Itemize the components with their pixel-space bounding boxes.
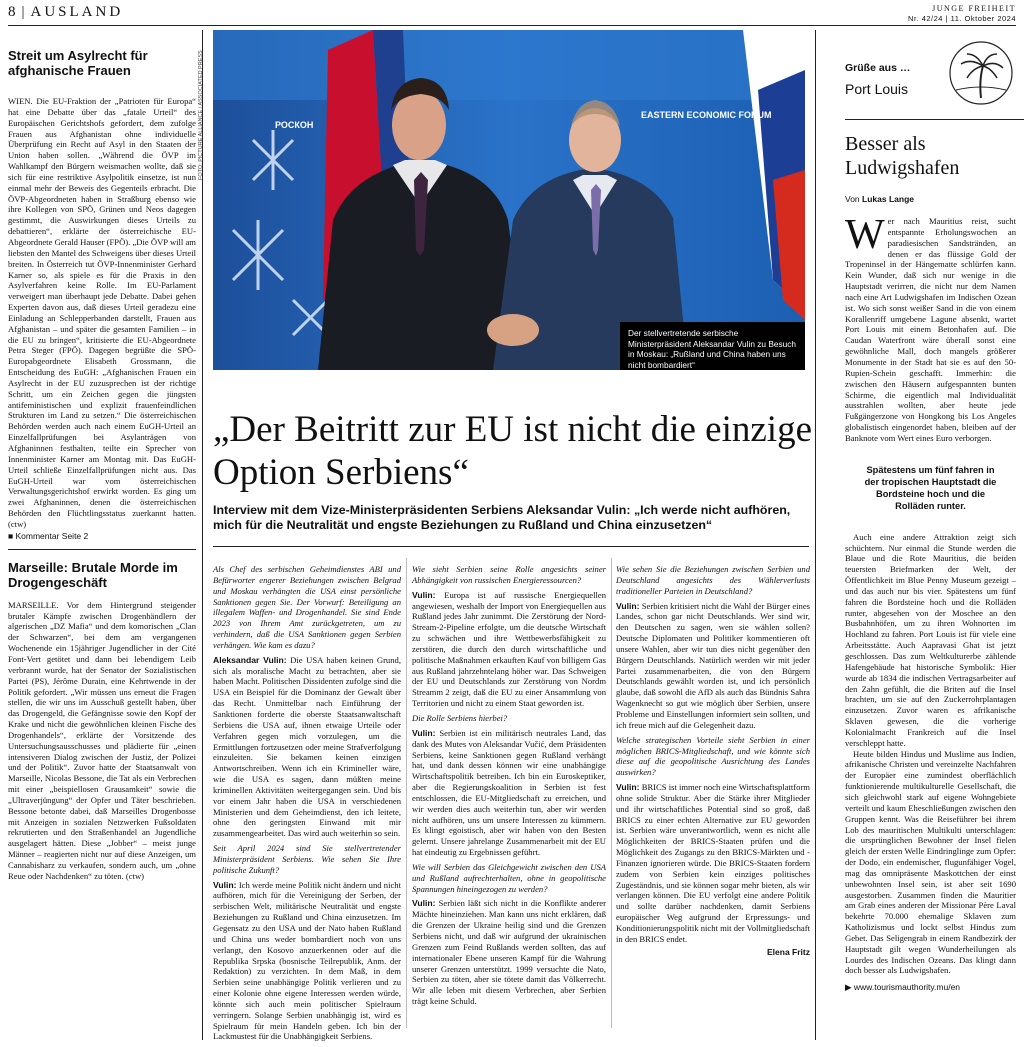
section-header: 8 | AUSLAND (8, 4, 124, 20)
news-photo (213, 30, 805, 370)
answer-text: Europa ist auf russische Energiequellen angewiesen, weshalb der Import von Energiequellen aus Rußland jedes Jahr zunimmt. Die Zerstörung der Nord-Stream-2-Pipeline erfolgte, um die deutsche Wirtschaft zu schwächen und ihre Wettbewerbsfähigkeit zu zerstören, die durch den durch wirtschaftliche und politische Maßnahmen erkauften Kauf von billigem Gas aus Rußland jahrzehntelang höher war. Das Schweigen der EU und Deutschlands zur Zerstörung von Nordm Streamm 2 zeigt, daß die EU zu einer Ansammlung von Territorien und nicht zu einem Staat geworden ist. (412, 589, 606, 709)
question: Als Chef des serbischen Geheimdienstes ABI und Befürworter engerer Beziehungen zwischen Belgrad und Moskau verhängten die USA einst persönliche Sanktionen gegen Sie. Der Vorwurf: Beteiligung an illegalem Waffen- und Drogenhandel. Sie sind Ende 2023 von Ihrem Amt zurückgetreten, um zu verhindern, daß die USA Sanktionen gegen Serbien verhängen. Wie kam es dazu? (213, 564, 401, 650)
byline-author: Lukas Lange (862, 194, 914, 204)
answer-text: Serbien ist ein militärisch neutrales Land, das dank des Mutes von Aleksandar Vučić, dem Präsidenten Serbiens, keine Sanktionen gegen Rußland verhängt hat, und dank dessen können wir eine unabhängige Wirtschaftspolitik betreiben. Ich bin ein Euroskeptiker, aber die Regierungskoalition in Serbien ist fest entschlossen, die EU-Mitgliedschaft zu erreichen, und wir werden dies auch weiterhin tun, aber wir werden nicht aufhören, uns um unsere Interessen zu kümmern. Es klingt egoistisch, aber wir haben von den Besten gelernt. Unsere jahrelange Zusammenarbeit mit der EU hat eindeutig zu Ergebnissen geführt. (412, 727, 606, 858)
author-name: Elena Fritz (767, 946, 810, 957)
interview-column-3 (616, 560, 810, 958)
answer (616, 601, 810, 731)
comment-reference-link[interactable]: ■ Kommentar Seite 2 (8, 530, 89, 541)
divider (845, 119, 1024, 120)
story-title-asylum: Streit um Asylrecht für afghanische Frauen (8, 48, 148, 78)
answer-text: Ich werde meine Politik nicht ändern und nicht aufhören, mich für die Vereinigung der Serben, der serbischen Welt, militärische Neutralität und engste Beziehungen zu Rußland und China einzusetzen. Im Gegensatz zu den USA und der Nato haben Rußland und China uns weder bombardiert noch von uns verlangt, den Kosovo anzuerkennen oder auf die Republika Srpska (bosnische Teilrepublik, Anm. der Redaktion) zu verzichten. In dem Maß, in dem Serbien seine unabhängige Politik verlieren und zu einer Kolonie ohne eigene Interessen werden würde, könnte sich auch mein politischer Spielraum verringern. Solange Serbien unabhängig ist, wird es Spielraum für mein Handeln geben. Ich bin der Lackmustest für die Unabhängigkeit Serbiens. (213, 879, 401, 1042)
photo-caption: Der stellvertretende serbische Ministerpräsident Aleksandar Vulin zu Besuch in Moskau: „Rußland und China haben uns nicht bombardiert“ (620, 322, 805, 370)
question: Wie sieht Serbien seine Rolle angesichts seiner Abhängigkeit von russischen Energieressourcen? (412, 564, 606, 585)
paper-name: JUNGE FREIHEIT (932, 4, 1016, 13)
answer (412, 590, 606, 709)
answer-text: Serbien läßt sich nicht in die Konflikte anderer Mächte hineinziehen. Man kann uns nicht erklären, daß die Grenzen der Ukraine heilig sind und die Grenzen Serbiens nicht, und daß wir aufgrund der ukrainischen Grenzen zum Feind Rußlands werden sollten, das auf internationaler Ebene unseren Kampf für die Wahrung unserer Grenzen unterstützt. 1999 versuchte die Nato, Serbien zu töten, aber sie tötete damit das Völkerrecht. Wir alle leben mit diesem Verbrechen, aber Serbien trägt keine Schuld. (412, 898, 606, 1007)
story-body-port-louis (845, 212, 1016, 444)
drop-cap: W (845, 212, 885, 258)
page-number: 8 (8, 4, 19, 20)
issue-date: Nr. 42/24 | 11. Oktober 2024 (908, 14, 1016, 23)
column-rule-left (202, 30, 203, 1040)
speaker: Vulin: (412, 727, 436, 738)
speaker: Vulin: (616, 782, 640, 793)
speaker: Vulin: (616, 600, 640, 611)
tourism-link[interactable]: ▶ www.tourismauthority.mu/en (845, 982, 961, 993)
answer-text: BRICS ist immer noch eine Wirtschaftsplattform ohne solide Struktur. Aber die Stärke ihrer Mitglieder und ihr wirtschaftliches Potential sind so groß, daß BRICS zu einer echten Alternative zur EU geworden ist. Serbien wäre unverantwortlich, wenn es nicht alle Möglichkeiten der BRICS-Staaten prüfen und die Möglichkeit des Zugangs zu den BRICS-Märkten und -Finanzen ignorieren würde. Die BRICS-Staaten fordern zudem von Serbien kein einziges politisches Zugeständnis, und sie können sogar mehr bieten, als wir verlangen können. Die EU verfolgt eine andere Politik und sollte darüber nachdenken, damit Serbiens europäischer Weg aufgrund der Erpressungs- und Konditionierungspolitik nicht mit der Vollmitgliedschaft in den BRICS endet. (616, 782, 810, 944)
palm-tree-icon (948, 40, 1014, 106)
right-column (823, 40, 1016, 993)
interview-column-2 (412, 560, 606, 1007)
interview-column-1 (213, 560, 401, 1042)
story-body-port-louis-cont (845, 532, 1016, 977)
question: Wie sehen Sie die Beziehungen zwischen Serbien und Deutschland angesichts des Wählerverlusts traditioneller Parteien in Deutschland? (616, 564, 810, 596)
answer-text: Serbien kritisiert nicht die Wahl der Bürger eines Landes, schon gar nicht Deutschlands. Wer sind wir, den Deutschen zu sagen, wen sie wählen sollen? Deutsche Diplomaten und Politiker kommentieren oft unsere Wahlen, aber wir tun dies nicht gegenüber den Bürgern Deutschlands. Natürlich werden wir mit jeder Partei zusammenarbeiten, die von den Bürgern Deutschlands gewählt worden ist, und ich persönlich glaube, daß sowohl die AfD als auch das Bündnis Sahra Wagenknecht so gut wie möglich über Serbien, unsere Probleme und Einstellungen informiert sein sollten, und ich freue mich auf die Gelegenheit dazu. (616, 600, 810, 730)
answer (412, 728, 606, 858)
section-name: AUSLAND (30, 4, 124, 20)
photo-credit: FOTO: PICTURE ALLIANCE / ASSOCIATED PRESS (198, 50, 204, 180)
masthead-info (908, 4, 1016, 24)
sign-right-text: EASTERN ECONOMIC FORUM (641, 110, 772, 120)
answer (616, 782, 810, 945)
story-title-marseille: Marseille: Brutale Morde im Drogengeschäft (8, 559, 178, 590)
deck-rule (213, 546, 809, 547)
question: Seit April 2024 sind Sie stellvertretender Ministerpräsident Serbiens. Wie sehen Sie Ihre politische Zukunft? (213, 843, 401, 875)
story-paragraph: MARSEILLE. Vor dem Hintergrund steigender brutaler Kämpfe zwischen Drogenhändlern der algerischen „DZ Mafia“ und dem komorischen „Clan der Schwarzen“, bei dem am vergangenen Wochenende ein 15jähriger Jugendlicher in der Cité Font-Vert getötet und dann bei lebendigem Leib verbrannt wurde, hat der Senator der Sozialistischen Partei (PS), Jérôme Durain, eine Kehrtwende in der Politik gefordert. „Wir müssen uns erneut die Fragen stellen, die wir uns im Ausschuß gestellt haben, über das Drogengeld, die Gefängnisse sowie den Kopf der Krake und nicht die gewöhnlichen kleinen Fische des Drogenhandels“, erklärte der Vorsitzende des Untersuchungsausschusses und plädierte für „einen intensiveren Dialog zwischen der Justiz, der Polizei und der Politik“. Zuvor hatte der Staatsanwalt von Marseille, Nicolas Bessone, die Tat als ein Verbrechen mit einer „beispiellosen Grausamkeit“ sowie die „Ultraverjüngung“ der Opfer und Täter beschrieben. Bessone betonte dabei, daß Marseilles Drogenbosse mit Anzeigen in sozialen Netzwerken Fußsoldaten rekrutierten und den Straßenhandel an Jugendliche ausgelagert hätten. Diese „Jobber“ – meist junge Männer – reagierten nicht nur auf diese Anzeigen, um Cannabisharz zu verkaufen, sondern auch, um „ohne Reue oder Nachdenken“ zu töten. (ctw) (8, 599, 196, 881)
speaker: Vulin: (412, 589, 436, 600)
story-paragraph: Heute bilden Hindus und Muslime aus Indien, afrikanische Christen und vereinzelte Nachfahren der Europäer eine zumindest oberflächlich funktionierende multikulturelle Gesellschaft, die sich gleichwohl stark auf eigene Wohngebiete verteilt und kaum Eheschließungen zwischen den Gruppen kennt. Was die Reiseführer bei ihrem Lob des mauritischen Multikulti unterschlagen: die ursprünglichen Bewohner der Insel fielen gleich der ersten Welle Eindringlinge zum Opfer: der Dodo, ein endemischer, flugunfähiger Vogel, mag das omnipräsente Maskottchen der einst unbewohnten Insel sein, ist aber seit 1690 ausgestorben. Zusammen finden die Mauritier am Grab eines anderen der Missionar Père Laval bekehrte 70.000 ehemalige Sklaven zum Katholizismus und lockt selbst Hindus zum Gebet. Das Seligengrab in einem Randbezirk der Hauptstadt gilt wegen Wunderheilungen als Lourdes des Indischen Ozeans. Das klingt dann doch besser als Ludwigshafen. (845, 748, 1016, 976)
speaker: Aleksandar Vulin: (213, 654, 287, 665)
speaker: Vulin: (412, 898, 436, 909)
question: Welche strategischen Vorteile sieht Serbien in einer möglichen BRICS-Mitgliedschaft, und wie könnte sich diese auf die geopolitische Ausrichtung des Landes auswirken? (616, 734, 810, 778)
answer-text: Die USA haben keinen Grund, sich als moralische Macht zu betrachten, aber sie haben Macht. Politischen Dissidenten zufolge sind die USA ein Beispiel für die Dominanz der Gewalt über das Recht. Unmittelbar nach Einführung der Sanktionen forderte die oberste Staatsanwaltschaft Serbiens die USA auf, ihnen etwaige Urteile oder Verfahren gegen mich vorzulegen, um die Ermittlungen fortzusetzen oder meine Strafverfolgung einzuleiten. Sie bekamen keinen einzigen Antwortschreiben. Wenn ich ein Krimineller wäre, wie die USA es sagen, dann müßten meine kriminellen Aktivitäten weitergegangen sein. Und bis vor einem Jahr haben die USA in verschiedenen Ministerien und dem Geheimdienst, den ich leitete, ohne den geringsten Einwand mit mir zusammengearbeitet. Das wird auch weiterhin so sein. (213, 654, 401, 839)
question: Wie will Serbien das Gleichgewicht zwischen den USA und Rußland aufrechterhalten, ohne in geopolitische Spannungen hineingezogen zu werden? (412, 861, 606, 894)
story-paragraph: WIEN. Die EU-Fraktion der „Patrioten für Europa“ hat eine Debatte über das „fatale Urteil“ des Europäischen Gerichtshofs gefordert, dem zufolge Frauen aus Afghanistan ohne individuelle Überprüfung ein Recht auf Asyl in den Staaten der Union haben sollen. „Während die ÖVP im Wahlkampf den Bürgern weismachen wollte, daß sie sich für eine restriktive Asylpolitik einsetze, ist nun einmal mehr der Beweis des Gegenteils erbracht. Die ÖVP-Abgeordneten haben in Straßburg ebenso wie ihre Kollegen von SPÖ, Grünen und Neos dagegen gestimmt, die Auswirkungen dieses Urteils zu debattieren“, erklärte der österreichische EU-Abgeordnete Gerald Hauser (FPÖ). „Die ÖVP will am liebsten den Mantel des Schweigens über dieses Urteil breiten. In Österreich tut ÖVP-Innenminister Gerhard Karner so, als spiele es für die Praxis in den Asylverfahren keine Rolle. Im EU-Parlament verweigert man überhaupt jede Debatte. Dabei gehen Experten davon aus, daß dieses Urteil geradezu eine Einladung an Schlepperbanden darstellt, Frauen aus Afghanistan – und später die gesamten Familien – in die EU zu bringen“, kritisierte die EU-Abgeordnete Petra Steger (FPÖ). Dagegen begrüßte die SPÖ-Europabgeordnete Elisabeth Grossmann, die Entscheidung des EuGH: „Afghanischen Frauen ein Asylrecht in der EU zuzusprechen ist der richtige Schritt, um ein Zeichen gegen die jüngsten antifeministischen und explizit frauenfeindlichen Strukturen im Land zu setzen.“ Die österreichischen Behörden werden auch nach einem EuGH-Urteil an Einzelfallprüfungen bei Asylanträgen von Afghaninnen festhalten, teilte ein Sprecher von Innenminister Karner am Montag mit. Das EuGH-Urteil schließe Einzelfallprüfungen nicht aus. Das EuGH-Urteil war vom österreichischen Verwaltungsgerichtshof erwirkt worden. Es ging um zwei Afghaninnen, denen die österreichischen Behörden den Flüchtlingsstatus zuerkannt hatten. (ctw) (8, 96, 196, 529)
byline (845, 194, 1016, 204)
header-rule (8, 25, 1016, 26)
speaker: Vulin: (213, 879, 237, 890)
answer (213, 655, 401, 839)
column-rule-right (815, 30, 816, 1040)
story-title-port-louis: Besser als Ludwigshafen (845, 133, 960, 179)
headline-deck: Interview mit dem Vize-Ministerpräsidenten Serbiens Aleksandar Vulin: „Ich werde nicht aufhören, mich für die Neutralität und engste Beziehungen zu Rußland und China einzusetzen“ (213, 503, 791, 532)
column-kicker: Grüße aus … (845, 62, 911, 74)
pull-quote: Spätestens um fünf fahren in der tropischen Hauptstadt die Bordsteine hoch und die Rolläden runter. (864, 464, 997, 511)
column-place: Port Louis (845, 81, 909, 97)
column-rule (406, 558, 407, 1028)
story-body-marseille (8, 600, 196, 882)
left-column (8, 48, 196, 882)
byline-prefix: Von (845, 194, 860, 204)
story-paragraph: Auch eine andere Attraktion zeigt sich schüchtern. Nur einmal die Stunde werden die Blaue und die Rote Mauritius, die beiden teuersten Briefmarken der Welt, der Öffentlichkeit im Blue Penny Museum gezeigt – und das auch nur bis vier. Spätestens um fünf fahren die Bordsteine hoch und die Rolläden runter, abgesehen von der Moschee an den Busbahnhöfen, um zu ihren Wohnorten im Hochland zu fahren. Port Louis ist für viele eine Arbeitsstätte. Auch Aapravasi Ghat ist jetzt geschlossen. Das zum Weltkulturerbe zählende Hafengebäude hat historische Symbolik: Hier wurde ab 1834 die indischen Vertragsarbeiter auf den Zahn gefühlt, die die Briten auf die Insel brachten, um sie auf den Zuckerrohrplantagen einzusetzen. Zuvor waren es afrikanische Sklaven gewesen, die die vorherige Kolonialmacht Frankreich auf die Insel verschleppt hatte. (845, 531, 1016, 748)
answer (412, 898, 606, 1006)
story-body-asylum (8, 96, 196, 530)
story-paragraph (845, 212, 1016, 444)
question: Die Rolle Serbiens hierbei? (412, 712, 508, 723)
photo-illustration (213, 30, 805, 370)
divider (8, 549, 196, 550)
main-headline: „Der Beitritt zur EU ist nicht die einzige Option Serbiens“ (213, 409, 812, 493)
sign-left-text: РОСКОН (275, 120, 314, 130)
paragraph-text: er nach Mauritius reist, sucht entspannte Erholungswochen an paradiesischen Sandstränden, an denen er das flüssige Gold der Tropeninsel in der Hängematte schlürfen kann. Kein Wunder, daß sich nur wenige in die Hauptstadt verirren, die nicht nur dem Namen nach eine Art Ludwigshafen im Indischen Ozean ist. Wo sich sonst weißer Sand in die von einem Korallenriff umgebene Lagune absenkt, wartet Port Louis mit einem Betonhafen auf. Die Caudan Waterfront wäre überall sonst eine gewöhnliche Mall, doch mangels größerer Monumente in der Stadt hat sie es auf den 50-Rupien-Schein geschafft. Immerhin: die zwischen den Häusern aufgespannten bunten Schirme, die eigentlich mal Individualität ausstrahlen wollten, aber heute jede Fußgängerzone von Hongkong bis Los Angeles globalistisch eingenordet haben, bleiben auf der Banknote vom Wert eines Euro verborgen. (845, 216, 1016, 443)
answer (213, 880, 401, 1043)
column-rule (611, 558, 612, 1028)
